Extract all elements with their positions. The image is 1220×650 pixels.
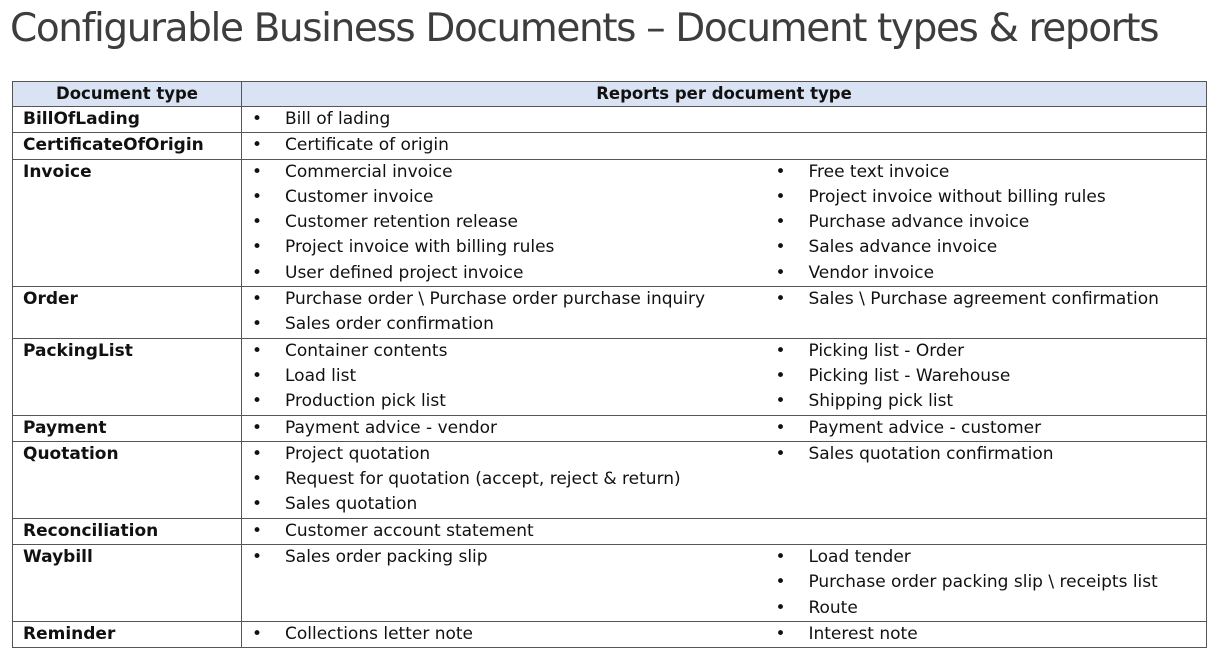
- report-list-left: [242, 519, 765, 544]
- report-list-right: [765, 287, 1206, 338]
- report-item: • Payment advice - vendor: [242, 416, 765, 441]
- report-item: • Interest note: [765, 622, 1206, 647]
- report-item: • Free text invoice: [765, 160, 1206, 185]
- reports-cell: [242, 107, 1207, 133]
- report-item: • Sales order packing slip: [242, 545, 765, 570]
- table-row: [13, 287, 1207, 339]
- report-item: • Picking list - Order: [765, 339, 1206, 364]
- report-list-right: [765, 133, 1206, 158]
- reports-cell: [242, 441, 1207, 518]
- table-row: [13, 159, 1207, 286]
- report-item: • Project invoice without billing rules: [765, 185, 1206, 210]
- table-row: [13, 621, 1207, 647]
- report-item: • Purchase order packing slip \ receipts list: [765, 570, 1206, 595]
- document-type-cell: CertificateOfOrigin: [13, 133, 242, 159]
- page-title: Configurable Business Documents – Document types & reports: [10, 6, 1159, 51]
- report-list-left: [242, 160, 765, 286]
- report-item: • Customer retention release: [242, 210, 765, 235]
- report-item: • User defined project invoice: [242, 261, 765, 286]
- report-item: • Payment advice - customer: [765, 416, 1206, 441]
- report-item: • Bill of lading: [242, 107, 765, 132]
- report-item: • Collections letter note: [242, 622, 765, 647]
- document-type-cell: Invoice: [13, 159, 242, 286]
- report-list-left: [242, 545, 765, 621]
- report-list-right: [765, 416, 1206, 441]
- table-row: [13, 107, 1207, 133]
- reports-cell: [242, 133, 1207, 159]
- report-item: • Customer invoice: [242, 185, 765, 210]
- report-item: • Project quotation: [242, 442, 765, 467]
- report-list-right: [765, 107, 1206, 132]
- report-item: • Sales quotation: [242, 492, 765, 517]
- report-item: • Shipping pick list: [765, 389, 1206, 414]
- report-list-left: [242, 442, 765, 518]
- report-list-right: [765, 545, 1206, 621]
- report-list-left: [242, 287, 765, 338]
- report-list-right: [765, 339, 1206, 415]
- report-item: • Production pick list: [242, 389, 765, 414]
- report-item: • Customer account statement: [242, 519, 765, 544]
- report-list-right: [765, 622, 1206, 647]
- report-list-right: [765, 519, 1206, 544]
- report-list-left: [242, 107, 765, 132]
- report-item: • Certificate of origin: [242, 133, 765, 158]
- column-header-reports: Reports per document type: [242, 82, 1207, 107]
- report-item: • Request for quotation (accept, reject & return): [242, 467, 765, 492]
- report-list-left: [242, 339, 765, 415]
- report-list-right: [765, 160, 1206, 286]
- report-item: • Vendor invoice: [765, 261, 1206, 286]
- document-type-cell: PackingList: [13, 338, 242, 415]
- report-item: • Sales order confirmation: [242, 312, 765, 337]
- report-list-left: [242, 416, 765, 441]
- document-type-cell: Waybill: [13, 545, 242, 622]
- report-item: • Purchase advance invoice: [765, 210, 1206, 235]
- reports-cell: [242, 415, 1207, 441]
- report-item: • Purchase order \ Purchase order purchase inquiry: [242, 287, 765, 312]
- report-item: • Load tender: [765, 545, 1206, 570]
- report-item: • Picking list - Warehouse: [765, 364, 1206, 389]
- document-type-cell: Quotation: [13, 441, 242, 518]
- report-item: • Container contents: [242, 339, 765, 364]
- reports-cell: [242, 287, 1207, 339]
- document-type-cell: BillOfLading: [13, 107, 242, 133]
- document-type-cell: Order: [13, 287, 242, 339]
- document-types-table: [12, 81, 1207, 648]
- report-item: • Project invoice with billing rules: [242, 235, 765, 260]
- report-item: • Commercial invoice: [242, 160, 765, 185]
- table-header-row: [13, 82, 1207, 107]
- table-row: [13, 415, 1207, 441]
- table-row: [13, 338, 1207, 415]
- report-item: • Sales quotation confirmation: [765, 442, 1206, 467]
- document-type-cell: Reminder: [13, 621, 242, 647]
- document-type-cell: Payment: [13, 415, 242, 441]
- report-list-left: [242, 133, 765, 158]
- table-row: [13, 441, 1207, 518]
- report-list-right: [765, 442, 1206, 518]
- report-item: • Sales advance invoice: [765, 235, 1206, 260]
- report-list-left: [242, 622, 765, 647]
- reports-cell: [242, 518, 1207, 544]
- reports-cell: [242, 159, 1207, 286]
- column-header-document-type: Document type: [13, 82, 242, 107]
- table-row: [13, 545, 1207, 622]
- reports-cell: [242, 621, 1207, 647]
- document-type-cell: Reconciliation: [13, 518, 242, 544]
- reports-cell: [242, 545, 1207, 622]
- reports-cell: [242, 338, 1207, 415]
- table-row: [13, 518, 1207, 544]
- report-item: • Route: [765, 596, 1206, 621]
- table-body: [13, 107, 1207, 648]
- report-item: • Sales \ Purchase agreement confirmation: [765, 287, 1206, 312]
- table-row: [13, 133, 1207, 159]
- report-item: • Load list: [242, 364, 765, 389]
